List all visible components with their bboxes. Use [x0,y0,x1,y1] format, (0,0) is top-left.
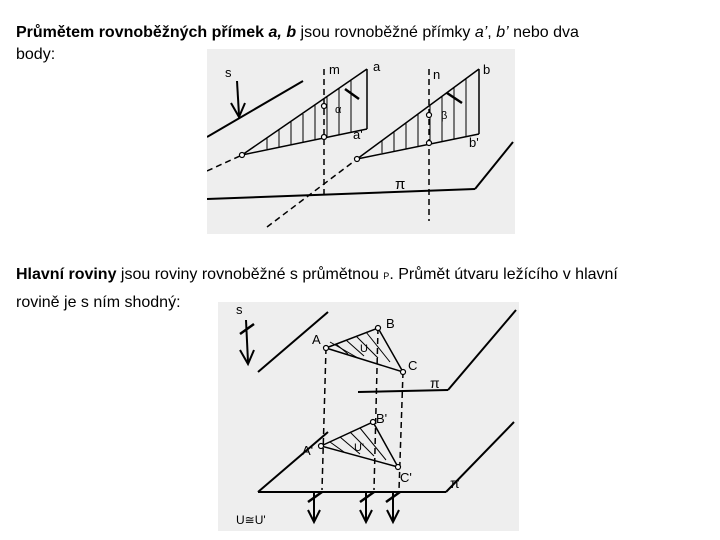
label-b-prime: b' [469,135,479,150]
direction-s-shaft [237,81,239,115]
text-comma: , [487,24,497,41]
label-m: m [329,62,340,77]
text: jsou roviny rovnoběžné s průmětnou [116,266,384,283]
text: jsou rovnoběžné přímky [296,24,475,41]
text: . Průmět útvaru ležícího v hlavní [389,266,618,283]
label-n: n [433,67,441,82]
text-bold-ab: a, b [268,24,297,41]
label-A-prime: A' [302,443,314,458]
text-line2: rovině je s ním shodný: [16,294,181,311]
text-bold-lead: Průmětem rovnoběžných přímek [16,24,265,41]
plane-left-edge [207,81,303,137]
label-s: s [225,65,232,80]
label-pi: π [395,176,406,193]
paragraph-main-planes [16,264,706,287]
upper-plane-right-edge [448,310,516,390]
direction-s-shaft [246,320,248,362]
label-B-prime: B' [376,411,388,426]
label-s: s [236,302,243,317]
label-C-prime: C' [400,470,412,485]
text-b-prime: b’ [496,24,509,41]
label-U: U [360,343,368,355]
label-beta: β [441,110,448,122]
figure1-svg [207,49,515,234]
label-a-prime: a' [353,127,363,142]
text: nebo dva [508,24,579,41]
figure-parallel-projection-lines [207,49,515,234]
label-U-prime: U' [354,442,365,454]
label-C: C [408,358,418,373]
label-pi-lower: π [450,475,460,491]
paragraph-main-planes-line2 [16,292,181,314]
text-bold: Hlavní roviny [16,266,117,283]
label-pi-upper: π [430,375,440,391]
label-b: b [483,62,491,77]
text-symbol-p: P [383,271,390,281]
text-a-prime: a’ [474,24,488,41]
plane-front-edge [207,189,475,199]
label-alpha: α [335,104,342,116]
text-line2: body: [16,46,56,63]
figure2-svg [218,302,519,531]
figure-main-planes [218,302,519,531]
lower-plane-left-edge [258,432,328,492]
caption-congruence: U≅U' [236,513,266,527]
label-A: A [312,332,321,347]
label-a: a [373,59,381,74]
label-B: B [386,316,395,331]
plane-right-edge [475,142,513,189]
